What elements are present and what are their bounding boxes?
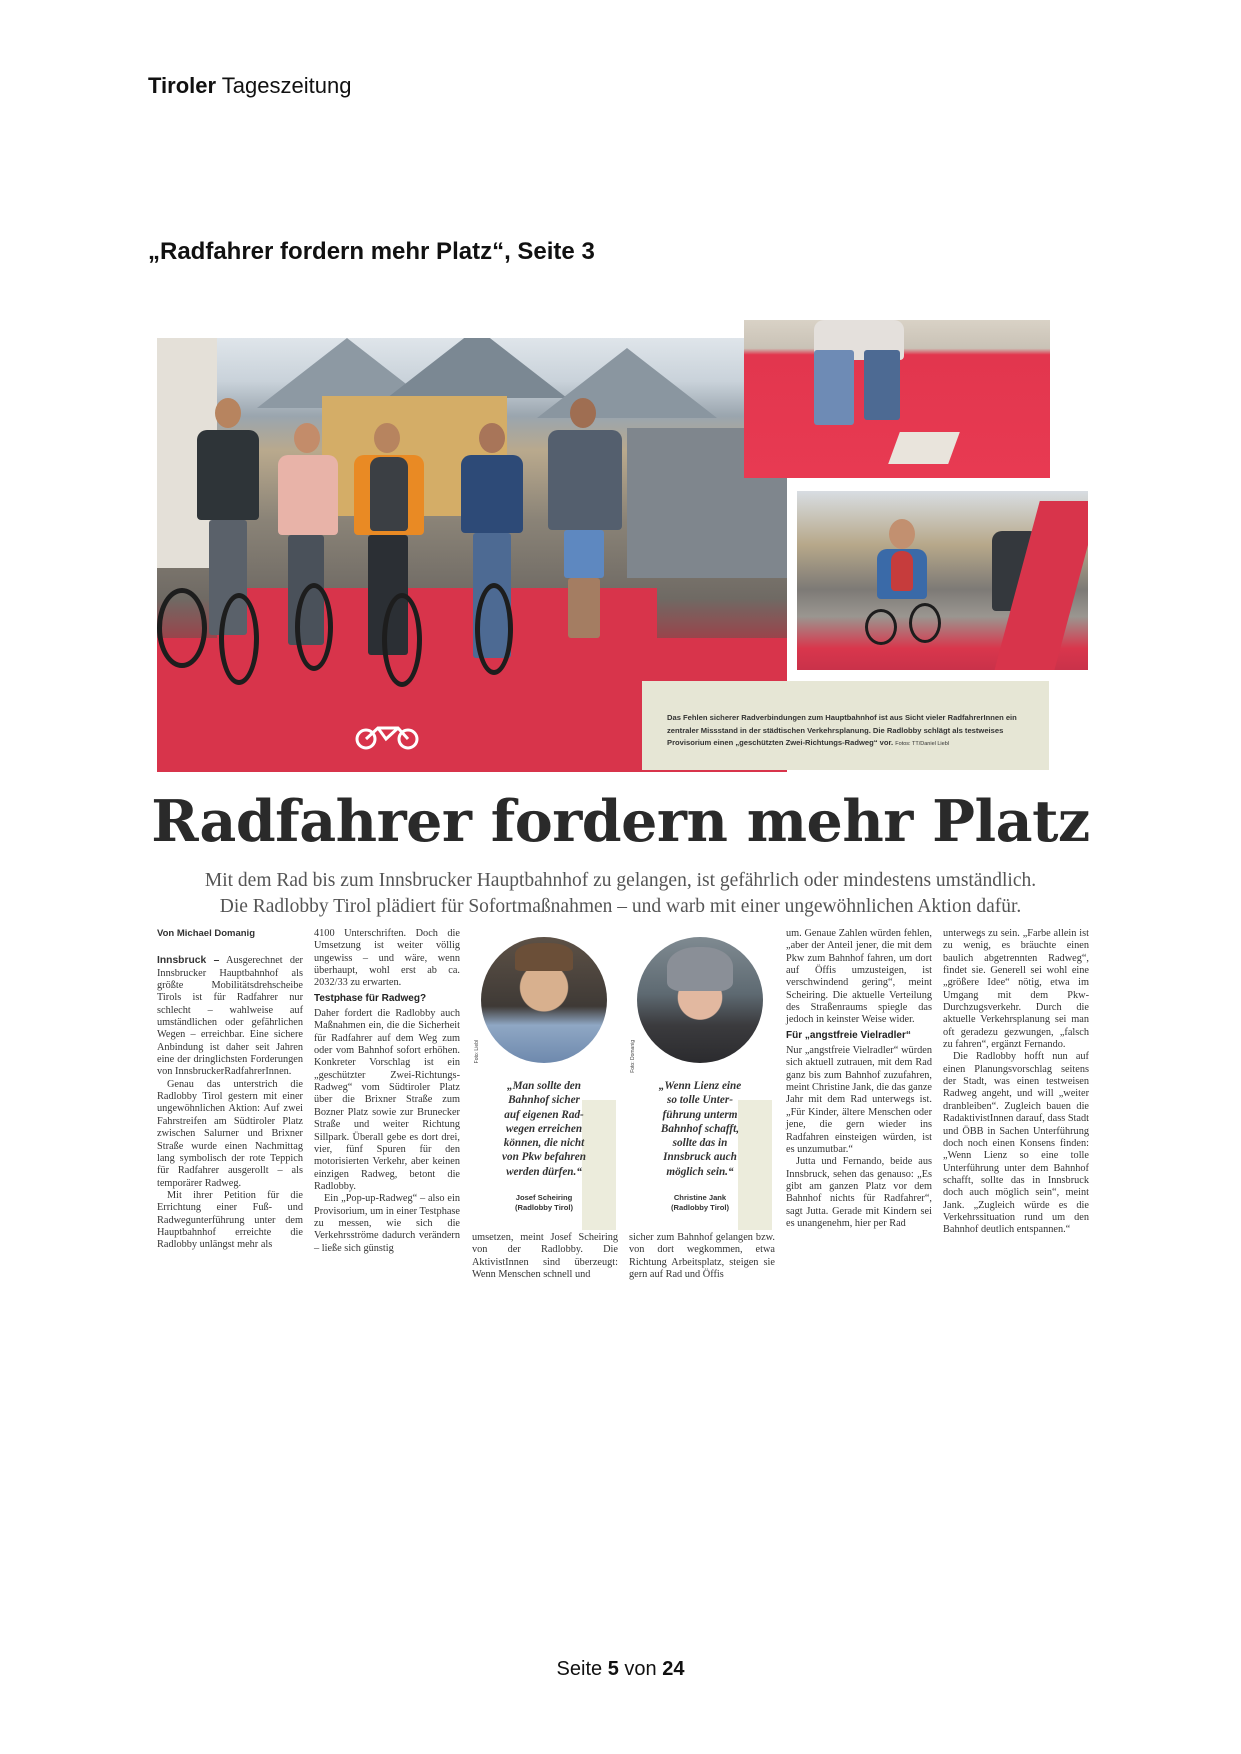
quote-author-scheiring [480,1193,608,1213]
photo-cyclists-on-carpet [797,491,1088,670]
quote-jank [632,1079,768,1179]
paragraph: Nur „angstfreie Vielradler“ würden sich aktuell zutrauen, mit dem Rad ganz bis zum Bahnhof zuzufahren, meint Christine Jank, die das ganze Jahr mit dem Rad unterwegs ist. „Für Kinder, ältere Menschen oder jene, die gern wieder ins Radfahren einsteigen würden, ist es unzumutbar.“ [786,1045,932,1155]
page-label: Seite [556,1658,603,1680]
current-page: 5 [607,1658,619,1680]
quote-line: von Pkw befahren [502,1151,586,1164]
page-separator: von [624,1658,657,1680]
paragraph: Ausgerechnet der Innsbrucker Hauptbahnhof als größte Mobilitätsdrehscheibe Tirols ist für Radfahrer nur schlecht – wahlweise auf umständlichen oder gefährlichen Wegen – erreichbar. Eine sichere Anbindung ist daher seit Jahren eine der dringlichsten Forderungen von InnsbruckerRadfahrerInnen. [157,955,303,1078]
quote-line: „Wenn Lienz eine [658,1080,742,1092]
quote-line: werden dürfen.“ [506,1165,582,1178]
portrait-christine-jank [637,937,763,1063]
portrait-josef-scheiring [481,937,607,1063]
quote-line: führung unterm [662,1108,738,1121]
quote-line: möglich sein.“ [666,1165,734,1178]
bike-lane-symbol-icon [352,724,422,750]
article-column-6 [943,928,1089,1237]
article-author: Von Michael Domanig [157,928,256,939]
paragraph: sicher zum Bahnhof gelangen bzw. von dort wegkommen, etwa Richtung Arbeitsplatz, steigen sie gern auf Rad und Öffis [629,1232,775,1281]
quote-org: (Radlobby Tirol) [514,1203,574,1212]
article-column-4 [629,1232,775,1281]
paragraph: Daher fordert die Radlobby auch Maßnahmen ein, die die Sicherheit für Radfahrer auf dem Weg zum oder vom Bahnhof sofort erhöhen. Konkreter Vorschlag ist ein „geschützter Zwei-Richtungs-Radweg“ vom Südtiroler Platz über die Brixner Straße zum Bozner Platz sowie zur Brunecker Straße und weiter Richtung Sillpark. Überall gebe es dort drei, vier, fünf Spuren für den motorisierten Verkehr, aber keinen einzigen Radweg, betont die Radlobby. [314,1008,460,1192]
paragraph: Mit ihrer Petition für die Errichtung einer Fuß- und Radwegunterführung unter dem Hauptbahnhof erreichte die Radlobby unlängst mehr als [157,1189,303,1251]
article-column-3 [472,1232,618,1281]
photo-carpet-laying [744,320,1050,478]
photo-credit: Fotos: TT/Daniel Liebl [895,741,949,747]
headline: Radfahrer fordern mehr Platz [151,788,1090,855]
brand-rest: Tageszeitung [221,73,352,98]
paragraph: Jutta und Fernando, beide aus Innsbruck, sehen das genauso: „Es gibt am ganzen Platz vor dem Bahnhof nichts für Radfahrer“, sagt Jutta. Gerade mit Kindern sei es unangenehm, hier per Rad [786,1156,932,1229]
quote-line: sollte das in [672,1137,728,1150]
quote-line: „Man sollte den [507,1080,581,1092]
photo-credit: Foto: Domanig [630,1040,636,1073]
article-column-2 [314,928,460,1255]
paragraph: 4100 Unterschriften. Doch die Umsetzung ist weiter völlig ungewiss – und wäre, wenn überhaupt, wohl erst ab ca. 2032/33 zu erwarten. [314,928,460,989]
quote-line: Bahnhof schafft, [660,1122,740,1135]
paragraph: unterwegs zu sein. „Farbe allein ist zu wenig, es bräuchte einen baulich abgetrennten Radweg“, findet sie. Generell sei wohl eine „größere Idee“ nötig, etwa im Umgang mit dem Pkw-Durchzugsverkehr. Durch die aktuelle Verkehrsplanung sei man oft geradezu gezwungen, „falsch zu fahren“, ergänzt Fernando. [943,928,1089,1051]
paragraph: Die Radlobby hofft nun auf einen Planungsvorschlag seitens der Stadt, was einen testweisen Radweg angeht, und will „weiter dranbleiben“. Zugleich bauen die RadaktivistInnen darauf, dass Stadt und ÖBB in Sachen Unterführung doch noch einen Konsens finden: „Wenn Lienz so eine tolle Unterführung unter dem Bahnhof schafft, sollte das in Innsbruck doch auch möglich sein“, meint Jank. „Zugleich würde es die Verkehrssituation rund um den Bahnhof deutlich entspannen.“ [943,1051,1089,1236]
quote-line: können, die nicht [503,1137,585,1150]
quote-org: (Radlobby Tirol) [670,1203,730,1212]
paragraph: umsetzen, meint Josef Scheiring von der Radlobby. Die AktivistInnen sind überzeugt: Wenn Menschen schnell und [472,1232,618,1281]
quote-author-jank [636,1193,764,1213]
article-column-5 [786,928,932,1230]
paragraph: Genau das unterstrich die Radlobby Tirol gestern mit einer ungewöhnlichen Aktion: Auf zwei Fahrstreifen am Südtiroler Platz zwischen Salurner und Brixner Straße wurde einen Nachmittag lang symbolisch der rote Teppich für Radfahrer ausgerollt – als temporärer Radweg. [157,1078,303,1189]
page-number [0,1658,1241,1681]
quote-line: wegen erreichen [505,1122,583,1135]
brand-bold: Tiroler [148,73,217,98]
quote-scheiring [476,1079,612,1179]
article-column-1 [157,928,303,1252]
quote-line: Bahnhof sicher [508,1094,580,1107]
paragraph: um. Genaue Zahlen würden fehlen, „aber der Anteil jener, die mit dem Pkw zum Bahnhof fahren, um dort auf Öffis umzusteigen, ist verschwindend gering“, meint Scheiring. Die aktuelle Verteilung des Straßenraums spiegle das jedoch in keinster Weise wider. [786,928,932,1026]
photo-caption: Das Fehlen sicherer Radverbindungen zum Hauptbahnhof ist aus Sicht vieler RadfahrerInnen ein zentraler Missstand in der städtischen Verkehrsplanung. Die Radlobby schlägt als testweises Provisorium einen „geschützten Zwei-Richtungs-Radweg“ vor. [667,713,1017,747]
quote-line: auf eigenen Rad- [504,1108,584,1121]
article-reference: „Radfahrer fordern mehr Platz“, Seite 3 [148,238,595,265]
quote-name: Christine Jank [673,1193,727,1202]
subheadline-line-2: Die Radlobby Tirol plädiert für Sofortmaßnahmen – und warb mit einer ungewöhnlichen Aktion dafür. [219,896,1022,917]
quote-name: Josef Scheiring [515,1193,573,1202]
section-heading: Für „angstfreie Vielradler“ [786,1029,911,1041]
dateline: Innsbruck – [157,955,220,967]
newspaper-header [148,73,351,99]
photo-caption-box [642,681,1049,770]
paragraph: Ein „Pop-up-Radweg“ – also ein Provisorium, um in einer Testphase zu messen, wie sich die Verkehrsströme dadurch verändern – ließe sich günstig [314,1193,460,1254]
quote-line: Innsbruck auch [663,1151,737,1164]
total-pages: 24 [662,1658,685,1680]
section-heading: Testphase für Radweg? [314,992,427,1004]
subheadline-line-1: Mit dem Rad bis zum Innsbrucker Hauptbahnhof zu gelangen, ist gefährlich oder mindestens umständlich. [204,870,1037,891]
photo-credit: Foto: Liebl [474,1040,480,1064]
quote-line: so tolle Unter- [667,1094,733,1107]
